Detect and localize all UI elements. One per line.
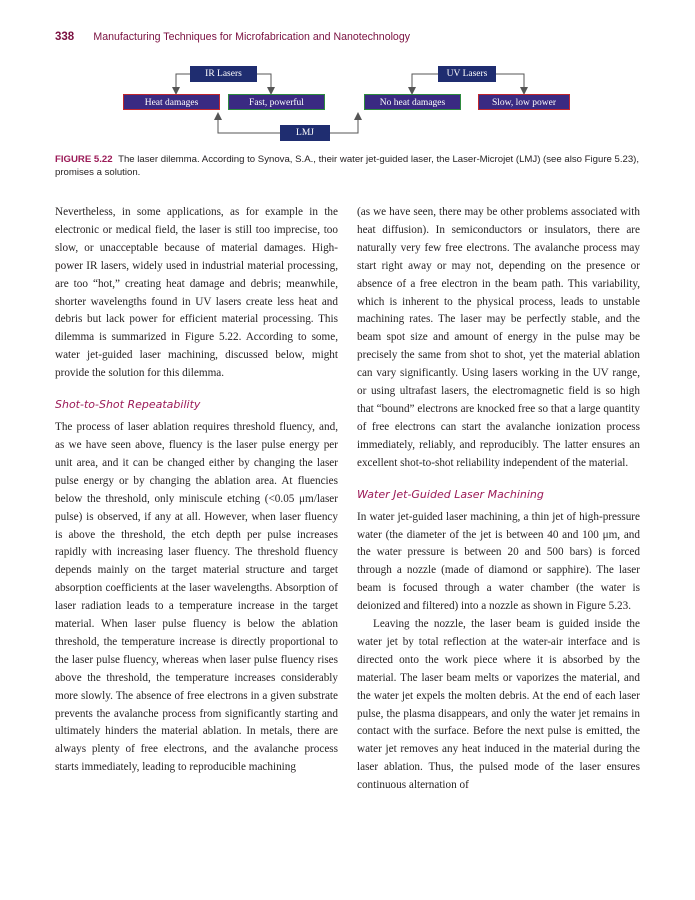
arrow-ir-to-heat — [176, 74, 190, 91]
arrow-lmj-to-fast — [218, 116, 280, 133]
laser-dilemma-diagram — [0, 0, 695, 150]
figure-caption-text: The laser dilemma. According to Synova, S.A., their water jet-guided laser, the Laser-Microjet (LMJ) (see also Figure 5.23), promises a solution. — [55, 154, 640, 178]
paragraph: Leaving the nozzle, the laser beam is guided inside the water jet by total reflection at the water-air interface and is directed onto the work piece where it is absorbed by the material. The laser beam melts or vaporizes the material, and the water jet expels the molten debris. At the end of each laser pulse, the plasma disappears, and only the water jet remains in contact with the surface. Before the next pulse is emitted, the water jet removes any heat induced in the material during the laser ablation. Thus, the pulsed mode of the laser ensures continuous alternation of — [357, 618, 640, 792]
paragraph: Nevertheless, in some applications, as for example in the electronic or medical field, the laser is still too imprecise, too slow, or unacceptable because of material damages. High-power IR lasers, widely used in industrial material processing, are too “hot,” creating heat damage and debris; meanwhile, shorter wavelengths found in UV lasers create less heat and debris but lack power for efficient material processing. This dilemma is summarized in Figure 5.22. According to some, water jet-guided laser machining, discussed below, might provide the solution for this dilemma. — [55, 206, 338, 380]
paragraph: The process of laser ablation requires threshold fluency, and, as we have seen above, fluency is the laser pulse energy per unit area, and it can be changed either by changing the laser pulse energy or by changing the ablation area. At fluencies below the threshold, only miniscule etching (<0.05 μm/laser pulse) is observed, if any at all. However, when laser fluency is above the threshold, the etch depth per pulse increases rapidly with increasing laser fluency. The threshold fluency depends mainly on the target material structure and target absorption coefficients at the laser wavelengths. Absorption of laser radiation leads to a temperature increase in the target material. When laser pulse fluency is below the ablation threshold, the temperature increase is directly proportional to the laser pulse fluency, whereas when laser pulse fluency rises above the threshold, the temperature increases considerably more slowly. The absence of free electrons in a given substrate prevents the avalanche process from significantly starting and ultimately hinders the material ablation. In metals, there are always plenty of free electrons, and the avalanche process starts immediately, leading to reproducible machining — [55, 421, 338, 774]
heat-damages-box: Heat damages — [123, 94, 220, 110]
page-number: 338 — [55, 31, 75, 43]
arrow-ir-to-fast — [257, 74, 271, 91]
section-heading-water-jet: Water Jet-Guided Laser Machining — [357, 487, 544, 501]
uv-lasers-box: UV Lasers — [438, 66, 496, 82]
section-heading-shot-to-shot: Shot-to-Shot Repeatability — [55, 398, 201, 412]
arrow-uv-to-noheat — [412, 74, 438, 91]
paragraph: (as we have seen, there may be other problems associated with heat diffusion). In semiconductors or insulators, there are naturally very few free electrons. The avalanche process may start right away or may not, depending on the presence or absence of a free electron in the beam path. This variability, which is inherent to the physical process, leads to unstable machining rates. The laser may be perfectly stable, and the beam spot size and amount of energy in the pulse may be precisely the same from shot to shot, yet the material ablation can vary significantly. Using lasers working in the UV range, or using ultrafast lasers, the electromagnetic field is so high that “bound” electrons are knocked free so that a large quantity of free electrons can start the avalanche ionization process immediately, reliably, and reproducibly. The latter ensures an excellent shot-to-shot reliability independent of the material. — [357, 206, 640, 469]
running-title: Manufacturing Techniques for Microfabrication and Nanotechnology — [93, 31, 411, 43]
right-column — [357, 204, 640, 795]
figure-label: FIGURE 5.22 — [55, 154, 113, 165]
ir-lasers-box: IR Lasers — [190, 66, 257, 82]
arrow-lmj-to-noheat — [330, 116, 358, 133]
fast-powerful-box: Fast, powerful — [228, 94, 325, 110]
paragraph: In water jet-guided laser machining, a thin jet of high-pressure water (the diameter of the jet is between 40 and 100 μm, and the water pressure is between 20 and 500 bars) is forced through a nozzle (made of diamond or sapphire). The laser beam is focused through a water chamber (the water is deionized and filtered) into a nozzle as shown in Figure 5.23. — [357, 510, 640, 613]
figure-caption — [55, 153, 640, 179]
lmj-box: LMJ — [280, 125, 330, 141]
no-heat-damages-box: No heat damages — [364, 94, 461, 110]
arrow-uv-to-slow — [496, 74, 524, 91]
slow-low-power-box: Slow, low power — [478, 94, 570, 110]
diagram-connectors — [0, 0, 695, 150]
left-column — [55, 204, 338, 777]
